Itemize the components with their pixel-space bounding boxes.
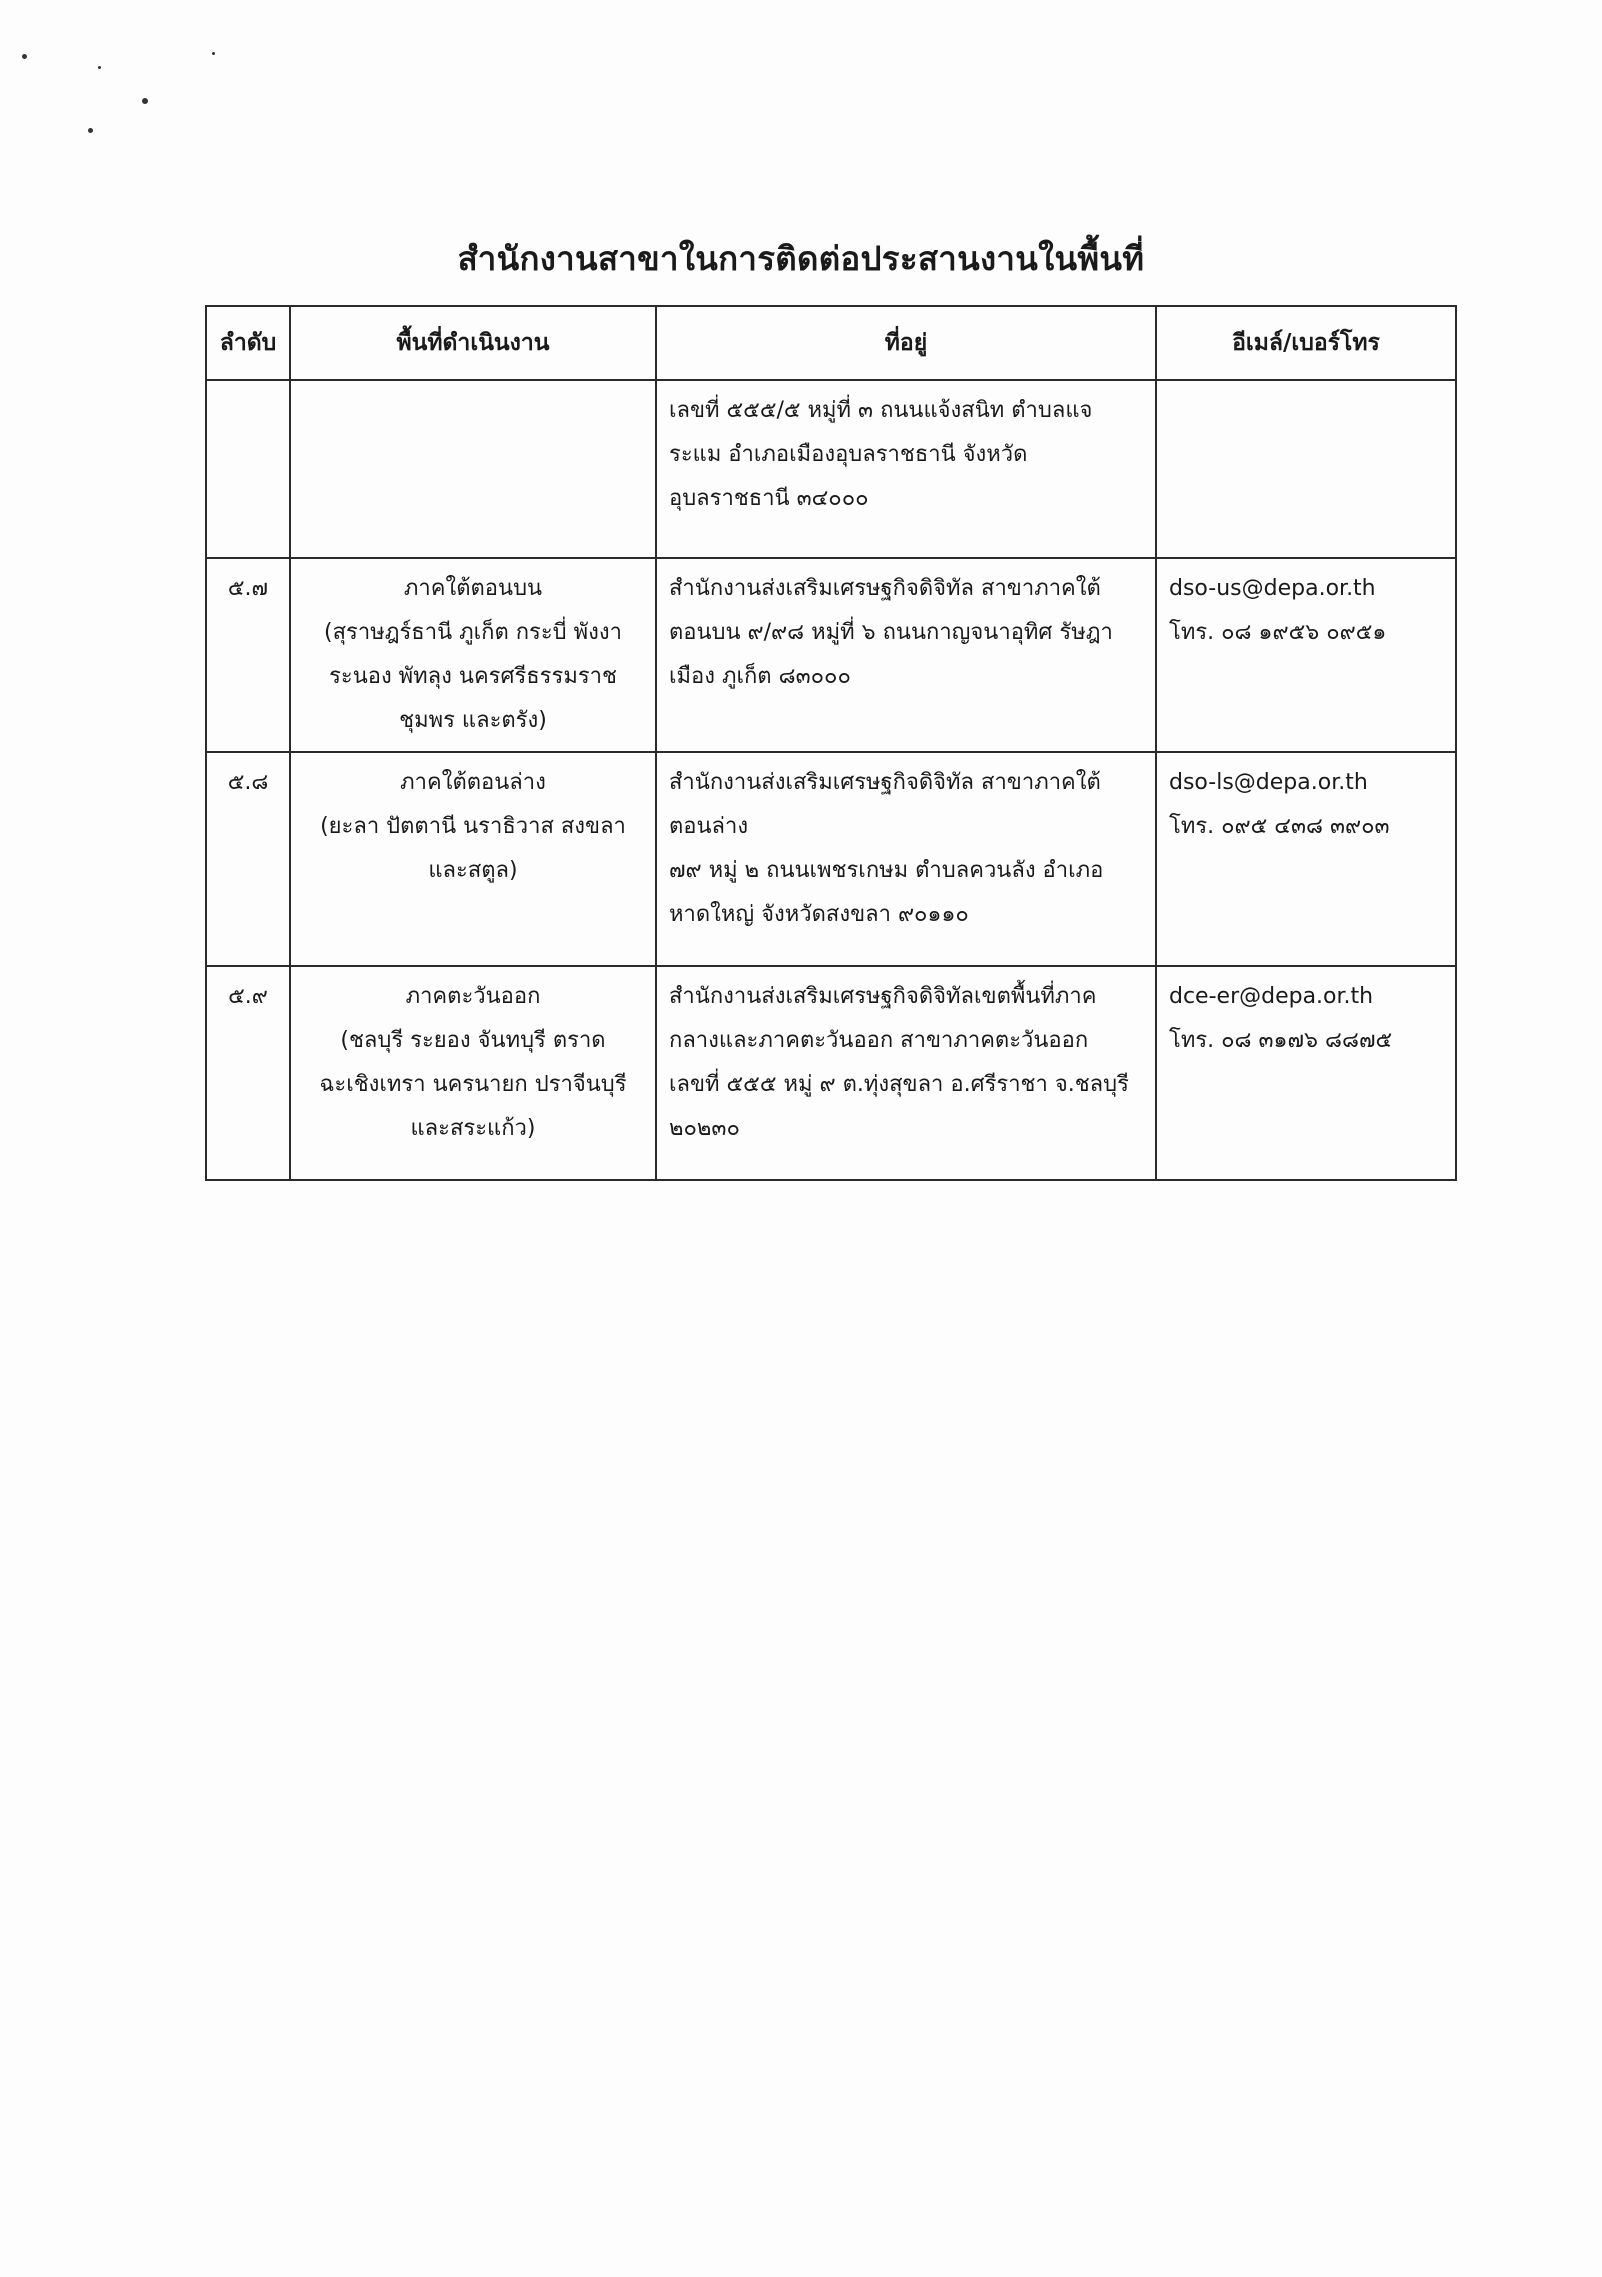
address-line: เลขที่ ๕๕๕/๕ หมู่ที่ ๓ ถนนแจ้งสนิท ตำบลแจ bbox=[669, 398, 1093, 423]
address-line: ตอนล่าง bbox=[669, 814, 749, 839]
cell-contact bbox=[1156, 558, 1456, 752]
cell-area bbox=[290, 966, 656, 1180]
scan-speck bbox=[142, 98, 148, 104]
area-line: ภาคใต้ตอนบน bbox=[403, 576, 543, 601]
document-title: สำนักงานสาขาในการติดต่อประสานงานในพื้นที่ bbox=[457, 239, 1145, 278]
cell-contact bbox=[1156, 752, 1456, 966]
address-line: เมือง ภูเก็ต ๘๓๐๐๐ bbox=[669, 664, 851, 689]
scan-speck bbox=[22, 54, 27, 59]
cell-area bbox=[290, 380, 656, 558]
area-line: ชุมพร และตรัง) bbox=[399, 708, 547, 733]
scan-speck bbox=[88, 128, 93, 133]
address-line: กลางและภาคตะวันออก สาขาภาคตะวันออก bbox=[669, 1028, 1089, 1053]
area-line: ฉะเชิงเทรา นครนายก ปราจีนบุรี bbox=[319, 1072, 627, 1097]
area-line: และสตูล) bbox=[428, 858, 518, 883]
phone-text: โทร. ๐๘ ๓๑๗๖ ๘๘๗๕ bbox=[1169, 1028, 1393, 1053]
address-line: ๒๐๒๓๐ bbox=[669, 1116, 740, 1141]
phone-text: โทร. ๐๘ ๑๙๕๖ ๐๙๕๑ bbox=[1169, 620, 1387, 645]
cell-contact bbox=[1156, 966, 1456, 1180]
address-line: ๗๙ หมู่ ๒ ถนนเพชรเกษม ตำบลควนลัง อำเภอ bbox=[669, 858, 1104, 883]
cell-area bbox=[290, 558, 656, 752]
scan-speck bbox=[212, 52, 215, 55]
address-line: สำนักงานส่งเสริมเศรษฐกิจดิจิทัล สาขาภาคใต้ bbox=[669, 576, 1101, 601]
address-line: ตอนบน ๙/๙๘ หมู่ที่ ๖ ถนนกาญจนาอุทิศ รัษฎา bbox=[669, 620, 1113, 645]
branch-offices-table bbox=[205, 305, 1457, 1181]
area-line: และสระแก้ว) bbox=[410, 1116, 536, 1141]
area-line: (ยะลา ปัตตานี นราธิวาส สงขลา bbox=[320, 814, 626, 839]
table-row bbox=[206, 966, 1456, 1180]
header-area: พื้นที่ดำเนินงาน bbox=[290, 306, 656, 380]
email-text: dso-us@depa.or.th bbox=[1169, 576, 1376, 601]
contacts-table-wrapper bbox=[205, 305, 1455, 1181]
cell-no: ๕.๘ bbox=[206, 752, 290, 966]
address-line: เลขที่ ๕๕๕ หมู่ ๙ ต.ทุ่งสุขลา อ.ศรีราชา จ.ชลบุรี bbox=[669, 1072, 1129, 1097]
header-no: ลำดับ bbox=[206, 306, 290, 380]
table-row bbox=[206, 752, 1456, 966]
email-text: dce-er@depa.or.th bbox=[1169, 984, 1374, 1009]
header-address: ที่อยู่ bbox=[656, 306, 1156, 380]
address-line: อุบลราชธานี ๓๔๐๐๐ bbox=[669, 486, 869, 511]
phone-text: โทร. ๐๙๕ ๔๓๘ ๓๙๐๓ bbox=[1169, 814, 1390, 839]
cell-address bbox=[656, 380, 1156, 558]
scan-speck bbox=[98, 66, 101, 69]
cell-no: ๕.๗ bbox=[206, 558, 290, 752]
cell-no: ๕.๙ bbox=[206, 966, 290, 1180]
area-line: ระนอง พัทลุง นครศรีธรรมราช bbox=[329, 664, 617, 689]
cell-no bbox=[206, 380, 290, 558]
table-header-row bbox=[206, 306, 1456, 380]
cell-address bbox=[656, 558, 1156, 752]
cell-address bbox=[656, 752, 1156, 966]
table-row bbox=[206, 558, 1456, 752]
cell-address bbox=[656, 966, 1156, 1180]
address-line: หาดใหญ่ จังหวัดสงขลา ๙๐๑๑๐ bbox=[669, 902, 969, 927]
area-line: ภาคใต้ตอนล่าง bbox=[400, 770, 546, 795]
area-line: (ชลบุรี ระยอง จันทบุรี ตราด bbox=[340, 1028, 606, 1053]
address-line: สำนักงานส่งเสริมเศรษฐกิจดิจิทัลเขตพื้นที่ภาค bbox=[669, 984, 1097, 1009]
address-line: สำนักงานส่งเสริมเศรษฐกิจดิจิทัล สาขาภาคใต้ bbox=[669, 770, 1101, 795]
table-row bbox=[206, 380, 1456, 558]
address-line: ระแม อำเภอเมืองอุบลราชธานี จังหวัด bbox=[669, 442, 1028, 467]
area-line: (สุราษฎร์ธานี ภูเก็ต กระบี่ พังงา bbox=[324, 620, 622, 645]
cell-area bbox=[290, 752, 656, 966]
cell-contact bbox=[1156, 380, 1456, 558]
area-line: ภาคตะวันออก bbox=[405, 984, 541, 1009]
email-text: dso-ls@depa.or.th bbox=[1169, 770, 1368, 795]
header-contact: อีเมล์/เบอร์โทร bbox=[1156, 306, 1456, 380]
